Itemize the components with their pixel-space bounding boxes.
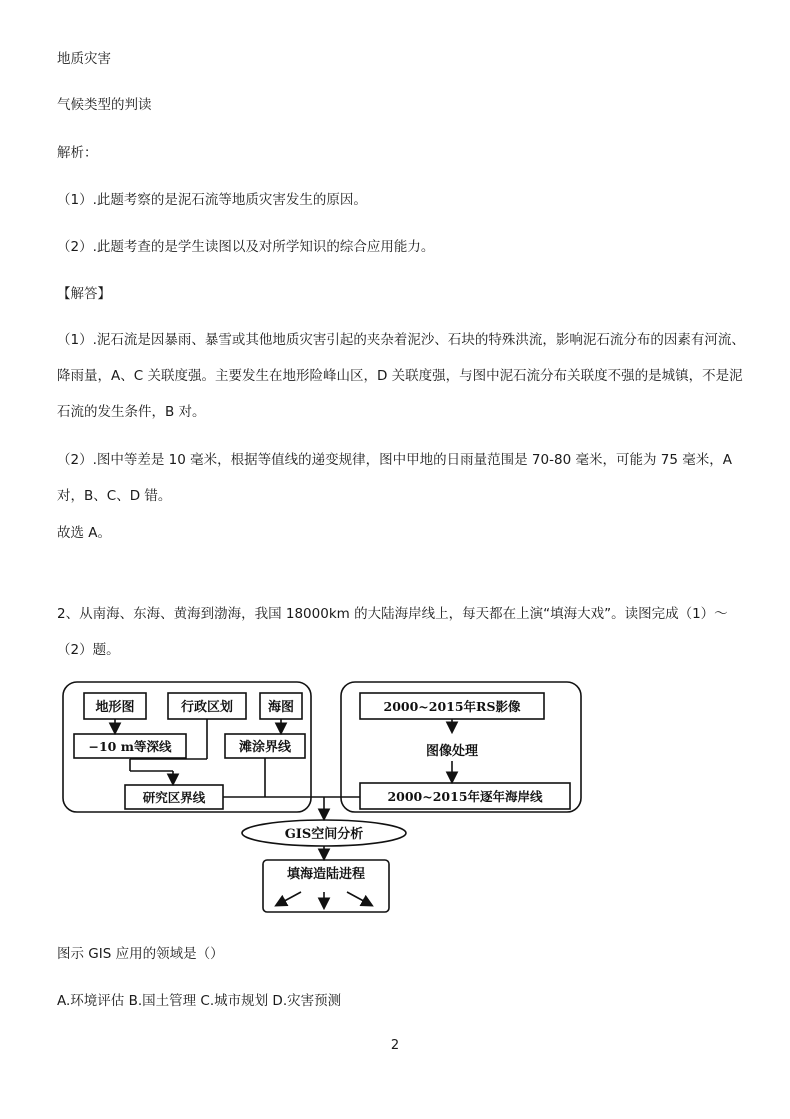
- recl-label: 填海造陆进程: [286, 867, 366, 882]
- gis-label: GIS空间分析: [284, 827, 364, 842]
- text-line: （1）.此题考察的是泥石流等地质灾害发生的原因。: [57, 192, 367, 208]
- text-line: 气候类型的判读: [57, 97, 152, 113]
- page-number: 2: [390, 1038, 400, 1053]
- coast-label: 2000~2015年逐年海岸线: [387, 789, 543, 804]
- depth-label: −10 m等深线: [88, 739, 172, 754]
- proc-label: 图像处理: [425, 744, 479, 759]
- sub-question: 图示 GIS 应用的领域是（）: [57, 946, 224, 962]
- study-label: 研究区界线: [142, 790, 206, 805]
- answer-options: A.环境评估 B.国土管理 C.城市规划 D.灾害预测: [57, 993, 342, 1009]
- gis-flow-diagram: [55, 675, 585, 920]
- text-line: 解析：: [57, 145, 98, 161]
- admin-label: 行政区划: [180, 700, 234, 715]
- text-line: （2）.此题考查的是学生读图以及对所学知识的综合应用能力。: [57, 239, 435, 255]
- rs-label: 2000~2015年RS影像: [383, 699, 521, 714]
- text-line: 地质灾害: [57, 51, 111, 67]
- question-2: 2、从南海、东海、黄海到渤海，我国 18000km 的大陆海岸线上，每天都在上演“填海大戏”。读图完成（1）～（2）题。: [57, 606, 728, 658]
- answer-paragraph-1: （1）.泥石流是因暴雨、暴雪或其他地质灾害引起的夹杂着泥沙、石块的特殊洪流，影响泥石流分布的因素有河流、降雨量，A、C 关联度强。主要发生在地形险峰山区，D 关联度强，与图中泥石流分布关联度不强的是城镇，不是泥石流的发生条件，B 对。: [57, 332, 745, 420]
- text-line: 【解答】: [57, 286, 111, 302]
- topo-label: 地形图: [95, 700, 135, 715]
- text-line: 故选 A。: [57, 525, 112, 541]
- answer-paragraph-2: （2）.图中等差是 10 毫米，根据等值线的递变规律，图中甲地的日雨量范围是 70-80 毫米，可能为 75 毫米，A 对，B、C、D 错。: [57, 452, 732, 504]
- chart-label: 海图: [267, 700, 295, 715]
- tidal-label: 滩涂界线: [238, 740, 292, 755]
